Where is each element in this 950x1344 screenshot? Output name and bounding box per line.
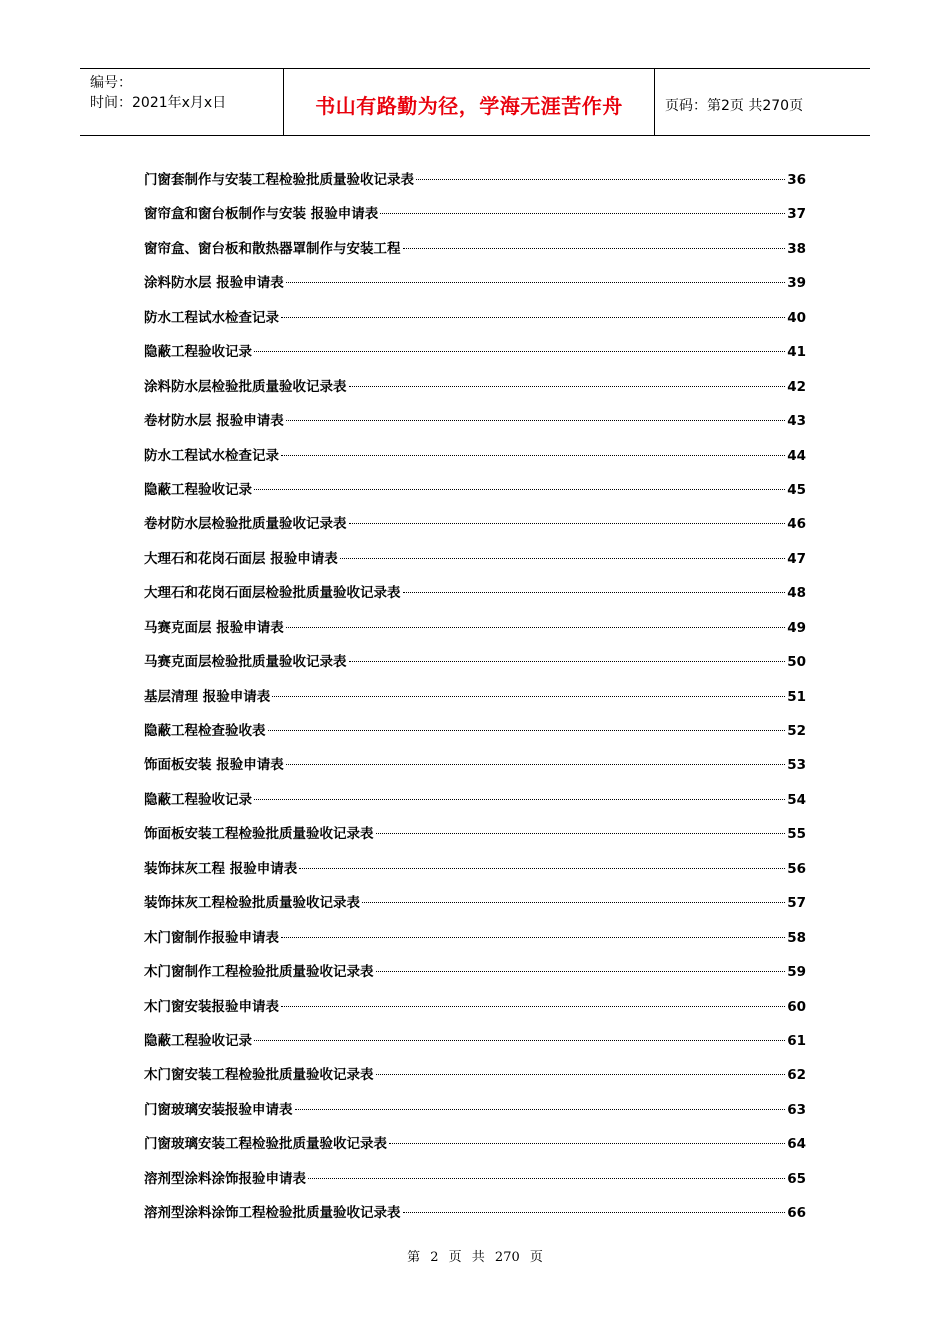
toc-dot-leader <box>362 902 785 903</box>
toc-entry-title: 涂料防水层检验批质量验收记录表 <box>144 378 347 395</box>
toc-entry-page: 54 <box>787 791 806 808</box>
header-page-info: 页码：第2页 共270页 <box>665 98 804 114</box>
toc-entry[interactable] <box>144 1093 806 1127</box>
toc-dot-leader <box>286 282 786 283</box>
toc-entry-page: 53 <box>787 757 806 774</box>
toc-entry[interactable] <box>144 1024 806 1058</box>
toc-entry-page: 43 <box>787 413 806 430</box>
toc-entry-page: 40 <box>787 309 806 326</box>
toc-entry[interactable] <box>144 817 806 851</box>
toc-entry[interactable] <box>144 990 806 1024</box>
toc-entry-page: 47 <box>787 550 806 567</box>
toc-dot-leader <box>286 420 786 421</box>
toc-entry[interactable] <box>144 232 806 266</box>
toc-dot-leader <box>389 1143 785 1144</box>
toc-entry-page: 61 <box>787 1032 806 1049</box>
toc-entry[interactable] <box>144 163 806 197</box>
toc-entry-page: 37 <box>787 206 806 223</box>
toc-entry[interactable] <box>144 955 806 989</box>
toc-entry-title: 隐蔽工程验收记录 <box>144 791 252 808</box>
header-left <box>80 69 283 135</box>
toc-entry[interactable] <box>144 576 806 610</box>
toc-entry-page: 55 <box>787 826 806 843</box>
toc-entry-title: 隐蔽工程检查验收表 <box>144 723 266 739</box>
toc-entry[interactable] <box>144 542 806 576</box>
toc-entry[interactable] <box>144 507 806 541</box>
toc-entry-page: 65 <box>787 1170 806 1187</box>
page-header <box>80 68 870 136</box>
toc-entry-title: 卷材防水层 报验申请表 <box>144 413 284 430</box>
toc-entry[interactable] <box>144 1162 806 1196</box>
toc-entry-title: 门窗玻璃安装工程检验批质量验收记录表 <box>144 1136 387 1153</box>
toc-entry[interactable] <box>144 748 806 782</box>
toc-entry-title: 大理石和花岗石面层检验批质量验收记录表 <box>144 585 401 602</box>
toc-entry-title: 防水工程试水检查记录 <box>144 309 279 326</box>
toc-dot-leader <box>403 592 786 593</box>
toc-entry-title: 门窗套制作与安装工程检验批质量验收记录表 <box>144 172 414 188</box>
toc-entry-title: 隐蔽工程验收记录 <box>144 344 252 361</box>
toc-dot-leader <box>254 351 785 352</box>
toc-entry-title: 马赛克面层检验批质量验收记录表 <box>144 654 347 671</box>
toc-entry-page: 48 <box>787 585 806 602</box>
toc-entry-page: 50 <box>787 654 806 671</box>
toc-dot-leader <box>286 764 786 765</box>
toc-entry-title: 装饰抹灰工程检验批质量验收记录表 <box>144 895 360 912</box>
toc-dot-leader <box>349 523 786 524</box>
toc-entry-title: 溶剂型涂料涂饰工程检验批质量验收记录表 <box>144 1205 401 1222</box>
toc-dot-leader <box>403 248 786 249</box>
toc-dot-leader <box>268 730 786 731</box>
time-label: 时间：2021年x月x日 <box>90 95 227 111</box>
toc-entry-page: 39 <box>787 275 806 292</box>
header-motto: 书山有路勤为径，学海无涯苦作舟 <box>283 69 655 135</box>
toc-entry[interactable] <box>144 1196 806 1230</box>
toc-entry-title: 装饰抹灰工程 报验申请表 <box>144 860 298 877</box>
toc-entry-page: 42 <box>787 378 806 395</box>
toc-dot-leader <box>254 1040 785 1041</box>
toc-entry-title: 卷材防水层检验批质量验收记录表 <box>144 516 347 533</box>
toc-entry[interactable] <box>144 852 806 886</box>
toc-entry-title: 木门窗安装报验申请表 <box>144 998 279 1015</box>
toc-entry[interactable] <box>144 404 806 438</box>
toc-dot-leader <box>416 179 785 180</box>
toc-dot-leader <box>380 213 785 214</box>
toc-entry[interactable] <box>144 266 806 300</box>
toc-dot-leader <box>272 696 785 697</box>
toc-entry[interactable] <box>144 680 806 714</box>
toc-entry[interactable] <box>144 714 806 748</box>
toc-dot-leader <box>299 868 785 869</box>
toc-dot-leader <box>349 386 786 387</box>
toc-dot-leader <box>349 661 786 662</box>
toc-entry[interactable] <box>144 301 806 335</box>
toc-entry-page: 36 <box>787 172 806 188</box>
toc-dot-leader <box>281 455 785 456</box>
toc-entry-title: 防水工程试水检查记录 <box>144 447 279 464</box>
toc-dot-leader <box>376 971 786 972</box>
toc-entry-page: 59 <box>787 964 806 981</box>
toc-entry-title: 大理石和花岗石面层 报验申请表 <box>144 550 338 567</box>
toc-entry-page: 58 <box>787 929 806 946</box>
toc-entry-title: 饰面板安装 报验申请表 <box>144 757 284 774</box>
toc-entry-page: 46 <box>787 516 806 533</box>
toc-entry-page: 56 <box>787 860 806 877</box>
toc-entry-page: 45 <box>787 481 806 498</box>
toc-entry-page: 44 <box>787 447 806 464</box>
toc-entry-title: 木门窗制作工程检验批质量验收记录表 <box>144 964 374 981</box>
number-label: 编号： <box>90 75 132 91</box>
toc-entry[interactable] <box>144 783 806 817</box>
toc-entry[interactable] <box>144 439 806 473</box>
toc-entry[interactable] <box>144 197 806 231</box>
toc-dot-leader <box>281 1006 785 1007</box>
toc-entry-page: 52 <box>787 723 806 739</box>
toc-entry-page: 41 <box>787 344 806 361</box>
toc-entry-title: 饰面板安装工程检验批质量验收记录表 <box>144 826 374 843</box>
toc-entry[interactable] <box>144 921 806 955</box>
toc-entry-title: 木门窗制作报验申请表 <box>144 929 279 946</box>
toc-entry-title: 马赛克面层 报验申请表 <box>144 619 284 636</box>
toc-entry[interactable] <box>144 335 806 369</box>
toc-entry-page: 63 <box>787 1101 806 1118</box>
toc-entry-page: 64 <box>787 1136 806 1153</box>
toc-entry-title: 涂料防水层 报验申请表 <box>144 275 284 292</box>
toc-entry-page: 62 <box>787 1067 806 1084</box>
toc-entry[interactable] <box>144 1058 806 1092</box>
toc-dot-leader <box>281 937 785 938</box>
toc-entry-title: 溶剂型涂料涂饰报验申请表 <box>144 1170 306 1187</box>
toc-entry-page: 49 <box>787 619 806 636</box>
toc-entry-page: 66 <box>787 1205 806 1222</box>
toc-entry[interactable] <box>144 886 806 920</box>
toc-entry-page: 57 <box>787 895 806 912</box>
toc-entry[interactable] <box>144 370 806 404</box>
page-footer: 第 2 页 共 270 页 <box>407 1250 543 1265</box>
toc-entry-title: 木门窗安装工程检验批质量验收记录表 <box>144 1067 374 1084</box>
toc-dot-leader <box>254 799 785 800</box>
toc-entry-title: 隐蔽工程验收记录 <box>144 1032 252 1049</box>
toc-entry-title: 门窗玻璃安装报验申请表 <box>144 1101 293 1118</box>
toc-dot-leader <box>340 558 786 559</box>
table-of-contents <box>144 163 806 1231</box>
toc-entry-title: 窗帘盒和窗台板制作与安装 报验申请表 <box>144 206 379 223</box>
toc-entry-page: 60 <box>787 998 806 1015</box>
toc-dot-leader <box>254 489 785 490</box>
toc-dot-leader <box>403 1212 786 1213</box>
toc-entry-title: 窗帘盒、窗台板和散热器罩制作与安装工程 <box>144 240 401 257</box>
toc-entry[interactable] <box>144 645 806 679</box>
toc-entry[interactable] <box>144 1127 806 1161</box>
toc-entry-title: 基层清理 报验申请表 <box>144 688 271 705</box>
toc-dot-leader <box>286 627 786 628</box>
toc-dot-leader <box>295 1109 786 1110</box>
toc-dot-leader <box>376 1074 786 1075</box>
toc-dot-leader <box>376 833 786 834</box>
toc-dot-leader <box>281 317 785 318</box>
toc-entry[interactable] <box>144 611 806 645</box>
toc-entry[interactable] <box>144 473 806 507</box>
toc-entry-page: 51 <box>787 688 806 705</box>
toc-entry-title: 隐蔽工程验收记录 <box>144 481 252 498</box>
toc-entry-page: 38 <box>787 240 806 257</box>
toc-dot-leader <box>308 1178 785 1179</box>
